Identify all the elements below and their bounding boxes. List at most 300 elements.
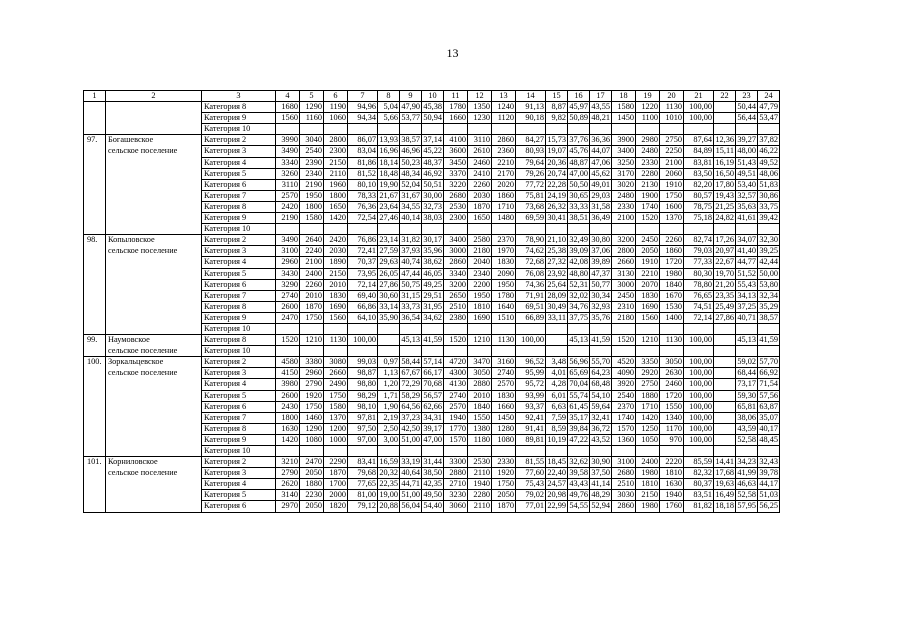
table-cell: 47,90 bbox=[401, 102, 420, 112]
table-cell: 54,40 bbox=[423, 501, 442, 511]
table-cell bbox=[636, 124, 660, 135]
table-cell: 22,99 bbox=[547, 501, 566, 511]
table-cell: 73,17 bbox=[737, 379, 756, 389]
table-cell: 77,65 bbox=[348, 479, 378, 490]
table-cell: 1520 bbox=[276, 335, 300, 346]
table-cell bbox=[684, 124, 714, 135]
table-cell bbox=[546, 446, 568, 457]
table-cell: 85,59 bbox=[684, 457, 714, 468]
table-cell: 40,71 bbox=[737, 312, 756, 322]
table-cell: 30,17 bbox=[423, 235, 442, 245]
table-cell: 50,77 bbox=[591, 279, 610, 289]
table-cell: 2380 bbox=[444, 312, 468, 323]
table-cell bbox=[300, 224, 324, 235]
table-cell: 100,00 bbox=[684, 412, 714, 423]
table-cell bbox=[84, 168, 106, 179]
table-row bbox=[84, 113, 780, 124]
table-cell: 39,27 bbox=[737, 135, 756, 145]
table-cell: 32,43 bbox=[759, 457, 778, 467]
table-cell bbox=[516, 124, 546, 135]
table-cell: 95,99 bbox=[516, 368, 546, 379]
table-cell: 47,44 bbox=[401, 268, 420, 278]
table-cell: 91,41 bbox=[516, 423, 546, 434]
table-cell bbox=[612, 346, 636, 357]
table-cell: 29,51 bbox=[423, 290, 442, 300]
table-cell: 1950 bbox=[468, 290, 492, 301]
table-cell: 83,81 bbox=[684, 157, 714, 168]
table-cell: 47,06 bbox=[591, 157, 610, 167]
table-cell: 2050 bbox=[636, 246, 660, 257]
table-cell bbox=[348, 446, 378, 457]
table-row bbox=[84, 301, 780, 312]
table-cell bbox=[714, 102, 736, 113]
column-header: 1 bbox=[84, 91, 106, 102]
table-cell: Категория 8 bbox=[202, 102, 276, 113]
table-cell: 3000 bbox=[444, 246, 468, 257]
table-cell: 80,30 bbox=[684, 268, 714, 279]
table-cell: 37,93 bbox=[401, 246, 420, 256]
table-cell: 51,03 bbox=[759, 490, 778, 500]
table-cell bbox=[468, 323, 492, 334]
table-row bbox=[84, 268, 780, 279]
table-cell: 33,73 bbox=[401, 301, 420, 311]
table-cell: 3490 bbox=[276, 146, 300, 157]
table-cell: 43,55 bbox=[591, 102, 610, 112]
table-cell: 56,04 bbox=[401, 501, 420, 511]
table-cell: 39,89 bbox=[591, 257, 610, 267]
table-cell: Категория 5 bbox=[202, 268, 276, 279]
table-cell: 1480 bbox=[492, 213, 516, 224]
table-cell: 49,50 bbox=[423, 490, 442, 500]
table-cell: 35,76 bbox=[591, 312, 610, 322]
table-cell: 84,27 bbox=[516, 135, 546, 146]
table-cell: 1200 bbox=[324, 423, 348, 434]
table-cell: Богашевское bbox=[106, 135, 202, 146]
table-cell: 34,07 bbox=[737, 235, 756, 245]
table-cell: 1520 bbox=[636, 213, 660, 224]
table-cell: Копыловское bbox=[106, 235, 202, 246]
table-cell: 37,50 bbox=[591, 468, 610, 478]
table-cell bbox=[568, 323, 590, 334]
table-cell: 55,43 bbox=[737, 279, 756, 289]
table-cell bbox=[444, 446, 468, 457]
table-cell: 1810 bbox=[660, 468, 684, 479]
table-cell: 39,42 bbox=[759, 213, 778, 223]
table-cell: 1370 bbox=[324, 412, 348, 423]
table-cell bbox=[324, 323, 348, 334]
table-cell: 2330 bbox=[612, 201, 636, 212]
table-cell: 1,71 bbox=[378, 390, 400, 401]
table-cell: 77,33 bbox=[684, 257, 714, 268]
table-cell: 26,05 bbox=[379, 268, 398, 278]
table-cell: Категория 2 bbox=[202, 357, 276, 368]
table-cell: 35,90 bbox=[379, 312, 398, 322]
table-cell: 66,89 bbox=[516, 312, 546, 323]
table-cell: 33,14 bbox=[379, 301, 398, 311]
table-cell bbox=[84, 412, 106, 423]
table-cell: 76,65 bbox=[684, 290, 714, 301]
table-cell: 22,28 bbox=[547, 179, 566, 189]
table-cell: 50,23 bbox=[401, 157, 420, 167]
table-cell bbox=[84, 146, 106, 157]
table-cell: 3380 bbox=[300, 357, 324, 368]
table-cell: 15,11 bbox=[714, 146, 736, 157]
table-cell: 76,86 bbox=[348, 235, 378, 246]
table-cell bbox=[636, 224, 660, 235]
table-cell bbox=[422, 224, 444, 235]
table-cell: 2750 bbox=[636, 379, 660, 390]
table-cell: 48,21 bbox=[591, 113, 610, 123]
table-cell bbox=[84, 102, 106, 113]
table-cell bbox=[84, 257, 106, 268]
table-cell bbox=[348, 346, 378, 357]
table-cell bbox=[736, 446, 758, 457]
table-cell bbox=[106, 257, 202, 268]
table-cell: 3220 bbox=[444, 179, 468, 190]
table-cell: 44,77 bbox=[737, 257, 756, 267]
table-cell: 73,95 bbox=[348, 268, 378, 279]
table-cell: 49,01 bbox=[591, 179, 610, 189]
table-cell: 39,17 bbox=[423, 423, 442, 433]
table-cell: 3340 bbox=[276, 157, 300, 168]
table-cell: 2110 bbox=[468, 501, 492, 512]
table-cell: 46,92 bbox=[423, 168, 442, 178]
table-cell bbox=[84, 423, 106, 434]
table-cell: Категория 4 bbox=[202, 379, 276, 390]
table-cell bbox=[84, 368, 106, 379]
table-cell: 31,58 bbox=[591, 201, 610, 211]
table-cell bbox=[714, 113, 736, 124]
table-cell: 1830 bbox=[324, 290, 348, 301]
table-cell: 31,82 bbox=[401, 235, 420, 245]
table-cell bbox=[422, 446, 444, 457]
table-cell: 2360 bbox=[492, 146, 516, 157]
table-cell: 72,68 bbox=[516, 257, 546, 268]
table-cell: 2790 bbox=[300, 379, 324, 390]
table-cell: 16,49 bbox=[715, 490, 734, 500]
table-cell bbox=[324, 446, 348, 457]
table-cell: 20,36 bbox=[547, 157, 566, 167]
table-cell: 2110 bbox=[324, 168, 348, 179]
table-cell: 1940 bbox=[444, 412, 468, 423]
table-cell bbox=[276, 446, 300, 457]
table-cell: 1910 bbox=[660, 179, 684, 190]
table-cell: 74,36 bbox=[516, 279, 546, 290]
table-cell: 17,26 bbox=[715, 235, 734, 245]
table-cell: Категория 6 bbox=[202, 501, 276, 512]
column-header: 5 bbox=[300, 91, 324, 102]
table-cell: 2110 bbox=[468, 468, 492, 479]
table-cell: 1,90 bbox=[378, 401, 400, 412]
table-row bbox=[84, 146, 780, 157]
table-cell: Категория 3 bbox=[202, 246, 276, 257]
table-cell: 16,96 bbox=[379, 146, 398, 156]
table-cell: 73,68 bbox=[516, 201, 546, 212]
table-cell: 2050 bbox=[492, 490, 516, 501]
table-cell bbox=[324, 346, 348, 357]
table-cell: 1060 bbox=[324, 113, 348, 124]
table-cell: 80,10 bbox=[348, 179, 378, 190]
table-cell bbox=[444, 124, 468, 135]
table-cell: 54,55 bbox=[569, 501, 588, 511]
table-cell bbox=[106, 268, 202, 279]
table-cell bbox=[84, 490, 106, 501]
table-cell bbox=[106, 412, 202, 423]
table-cell: 3080 bbox=[324, 357, 348, 368]
table-cell: 1820 bbox=[324, 501, 348, 512]
table-cell: 1420 bbox=[324, 213, 348, 224]
table-cell: 41,40 bbox=[737, 246, 756, 256]
table-cell: 1660 bbox=[444, 113, 468, 124]
table-cell bbox=[106, 157, 202, 168]
table-cell: 68,44 bbox=[737, 368, 756, 378]
table-cell: 30,86 bbox=[759, 190, 778, 200]
table-cell: 45,38 bbox=[423, 102, 442, 112]
table-cell bbox=[492, 124, 516, 135]
table-cell bbox=[714, 434, 736, 445]
table-cell: 76,08 bbox=[516, 268, 546, 279]
table-cell: 89,81 bbox=[516, 434, 546, 445]
table-cell: 30,34 bbox=[591, 290, 610, 300]
table-cell: 32,41 bbox=[591, 412, 610, 422]
table-cell: 45,97 bbox=[569, 102, 588, 112]
table-cell: 64,56 bbox=[401, 401, 420, 411]
table-cell: 57,56 bbox=[759, 390, 778, 400]
table-cell: 100,00 bbox=[684, 390, 714, 401]
table-cell: 2680 bbox=[612, 468, 636, 479]
table-cell: 3140 bbox=[276, 490, 300, 501]
table-cell: 33,11 bbox=[546, 312, 568, 323]
table-cell: 57,95 bbox=[737, 501, 756, 511]
table-row bbox=[84, 468, 780, 479]
table-cell: 2100 bbox=[612, 213, 636, 224]
table-cell: 1780 bbox=[444, 102, 468, 113]
table-cell: 2070 bbox=[636, 279, 660, 290]
table-cell: 37,14 bbox=[423, 135, 442, 145]
table-cell: 1750 bbox=[660, 190, 684, 201]
table-cell bbox=[378, 335, 400, 346]
table-cell: 18,18 bbox=[715, 501, 734, 511]
table-cell: 1100 bbox=[636, 113, 660, 124]
table-cell: 1,20 bbox=[378, 379, 400, 390]
table-cell: 41,59 bbox=[423, 335, 442, 345]
column-header: 10 bbox=[422, 91, 444, 102]
table-cell: 1210 bbox=[468, 335, 492, 346]
table-cell: 1980 bbox=[660, 268, 684, 279]
table-cell: Категория 7 bbox=[202, 412, 276, 423]
table-cell: 2490 bbox=[324, 379, 348, 390]
table-cell: Категория 3 bbox=[202, 146, 276, 157]
table-cell: 32,34 bbox=[759, 290, 778, 300]
table-cell: Категория 10 bbox=[202, 224, 276, 235]
table-cell: 5,04 bbox=[378, 102, 400, 113]
table-cell: 43,43 bbox=[569, 479, 588, 489]
table-cell: 1660 bbox=[492, 401, 516, 412]
table-cell: Категория 8 bbox=[202, 423, 276, 434]
table-cell: 1830 bbox=[636, 290, 660, 301]
table-cell bbox=[106, 434, 202, 445]
table-cell: 58,29 bbox=[401, 390, 420, 400]
table-cell bbox=[422, 346, 444, 357]
table-cell: 2740 bbox=[444, 390, 468, 401]
table-cell: 45,22 bbox=[423, 146, 442, 156]
table-cell: 17,80 bbox=[715, 179, 734, 189]
table-cell: 3920 bbox=[612, 379, 636, 390]
table-cell: 19,63 bbox=[715, 479, 734, 489]
table-cell: 44,17 bbox=[759, 479, 778, 489]
table-cell: 3210 bbox=[276, 457, 300, 468]
table-cell: 3370 bbox=[444, 168, 468, 179]
table-cell: 1690 bbox=[324, 301, 348, 312]
table-cell: 76,36 bbox=[348, 201, 378, 212]
column-header: 12 bbox=[468, 91, 492, 102]
table-cell: 48,87 bbox=[569, 157, 588, 167]
table-cell: 79,12 bbox=[348, 501, 378, 512]
table-cell: 53,80 bbox=[759, 279, 778, 289]
table-cell: 42,08 bbox=[569, 257, 588, 267]
table-row bbox=[84, 479, 780, 490]
column-header: 11 bbox=[444, 91, 468, 102]
table-cell: 53,77 bbox=[401, 113, 420, 123]
table-cell: 1520 bbox=[444, 335, 468, 346]
table-cell: 2600 bbox=[276, 301, 300, 312]
table-cell: 74,62 bbox=[516, 246, 546, 257]
table-cell: 1160 bbox=[300, 113, 324, 124]
table-cell bbox=[300, 323, 324, 334]
table-cell bbox=[714, 401, 736, 412]
table-cell: 2470 bbox=[276, 312, 300, 323]
table-cell: 33,75 bbox=[759, 201, 778, 211]
table-cell bbox=[106, 401, 202, 412]
table-cell: 3050 bbox=[468, 368, 492, 379]
table-cell bbox=[590, 224, 612, 235]
table-cell bbox=[106, 312, 202, 323]
table-cell: 2150 bbox=[324, 157, 348, 168]
table-cell: 48,29 bbox=[591, 490, 610, 500]
table-cell bbox=[660, 346, 684, 357]
table-cell: 2370 bbox=[492, 235, 516, 246]
table-cell: 27,86 bbox=[715, 312, 734, 322]
table-cell: 1,13 bbox=[378, 368, 400, 379]
table-cell bbox=[106, 224, 202, 235]
table-cell bbox=[714, 446, 736, 457]
table-cell: 99. bbox=[84, 335, 106, 346]
table-cell: 51,00 bbox=[401, 490, 420, 500]
table-cell: 20,98 bbox=[547, 490, 566, 500]
table-cell: 84,89 bbox=[684, 146, 714, 157]
table-cell bbox=[714, 323, 736, 334]
table-cell: 35,29 bbox=[759, 301, 778, 311]
table-cell: 46,63 bbox=[737, 479, 756, 489]
column-header: 2 bbox=[106, 91, 202, 102]
table-cell: 93,37 bbox=[516, 401, 546, 412]
table-cell: 82,20 bbox=[684, 179, 714, 190]
column-header: 4 bbox=[276, 91, 300, 102]
table-cell: 79,64 bbox=[516, 157, 546, 168]
table-cell bbox=[736, 323, 758, 334]
table-cell bbox=[660, 124, 684, 135]
table-cell: 100,00 bbox=[684, 379, 714, 390]
table-cell bbox=[400, 446, 422, 457]
table-cell bbox=[84, 401, 106, 412]
table-cell bbox=[106, 301, 202, 312]
table-cell: 2980 bbox=[636, 135, 660, 146]
table-cell: 81,55 bbox=[516, 457, 546, 468]
table-cell: 66,92 bbox=[759, 368, 778, 378]
table-cell: 1400 bbox=[660, 312, 684, 323]
table-cell: 30,80 bbox=[591, 235, 610, 245]
table-cell: Категория 10 bbox=[202, 323, 276, 334]
table-cell: 2740 bbox=[276, 290, 300, 301]
table-cell: 1740 bbox=[636, 201, 660, 212]
table-cell: 47,00 bbox=[569, 168, 588, 178]
table-cell: 1580 bbox=[300, 213, 324, 224]
table-cell: 2210 bbox=[492, 157, 516, 168]
table-cell: 19,43 bbox=[715, 190, 734, 200]
table-cell: Категория 8 bbox=[202, 301, 276, 312]
table-cell: 1630 bbox=[660, 479, 684, 490]
table-cell: 3990 bbox=[276, 135, 300, 146]
table-cell: 56,44 bbox=[737, 113, 756, 123]
table-cell: 44,07 bbox=[591, 146, 610, 156]
column-header: 19 bbox=[636, 91, 660, 102]
table-row bbox=[84, 157, 780, 168]
table-cell: Категория 9 bbox=[202, 213, 276, 224]
table-cell: 63,87 bbox=[759, 401, 778, 411]
table-cell bbox=[546, 124, 568, 135]
table-cell: 50,44 bbox=[737, 102, 756, 112]
table-cell bbox=[348, 323, 378, 334]
table-cell bbox=[516, 323, 546, 334]
table-cell: 52,94 bbox=[591, 501, 610, 511]
table-cell: 16,19 bbox=[715, 157, 734, 167]
table-cell: 2000 bbox=[324, 490, 348, 501]
table-cell: 59,30 bbox=[737, 390, 756, 400]
table-cell: 2180 bbox=[612, 312, 636, 323]
table-cell: 2030 bbox=[324, 246, 348, 257]
table-cell: 1650 bbox=[324, 201, 348, 212]
table-cell: 40,17 bbox=[759, 423, 778, 433]
table-cell: 1890 bbox=[324, 257, 348, 268]
table-cell: 4130 bbox=[444, 379, 468, 390]
table-cell: 1290 bbox=[300, 423, 324, 434]
table-cell bbox=[612, 124, 636, 135]
table-cell bbox=[84, 124, 106, 135]
table-cell: 3,48 bbox=[546, 357, 568, 368]
table-cell: 77,72 bbox=[516, 179, 546, 190]
table-cell bbox=[714, 224, 736, 235]
header-row bbox=[84, 91, 780, 102]
table-cell: 32,02 bbox=[569, 290, 588, 300]
table-cell: 2030 bbox=[468, 190, 492, 201]
table-cell: 2230 bbox=[300, 490, 324, 501]
table-cell: 100,00 bbox=[684, 368, 714, 379]
table-cell: 2510 bbox=[444, 301, 468, 312]
table-cell bbox=[106, 290, 202, 301]
table-cell bbox=[612, 323, 636, 334]
table-cell: 1190 bbox=[324, 102, 348, 113]
table-cell: 2100 bbox=[660, 157, 684, 168]
table-cell: 1750 bbox=[300, 401, 324, 412]
table-cell: 37,06 bbox=[591, 246, 610, 256]
table-cell: 19,00 bbox=[379, 490, 398, 500]
table-cell bbox=[400, 124, 422, 135]
table-cell: 48,37 bbox=[423, 157, 442, 167]
table-cell bbox=[84, 179, 106, 190]
table-cell bbox=[106, 501, 202, 512]
table-cell: 1120 bbox=[492, 113, 516, 124]
table-cell: 1550 bbox=[660, 401, 684, 412]
